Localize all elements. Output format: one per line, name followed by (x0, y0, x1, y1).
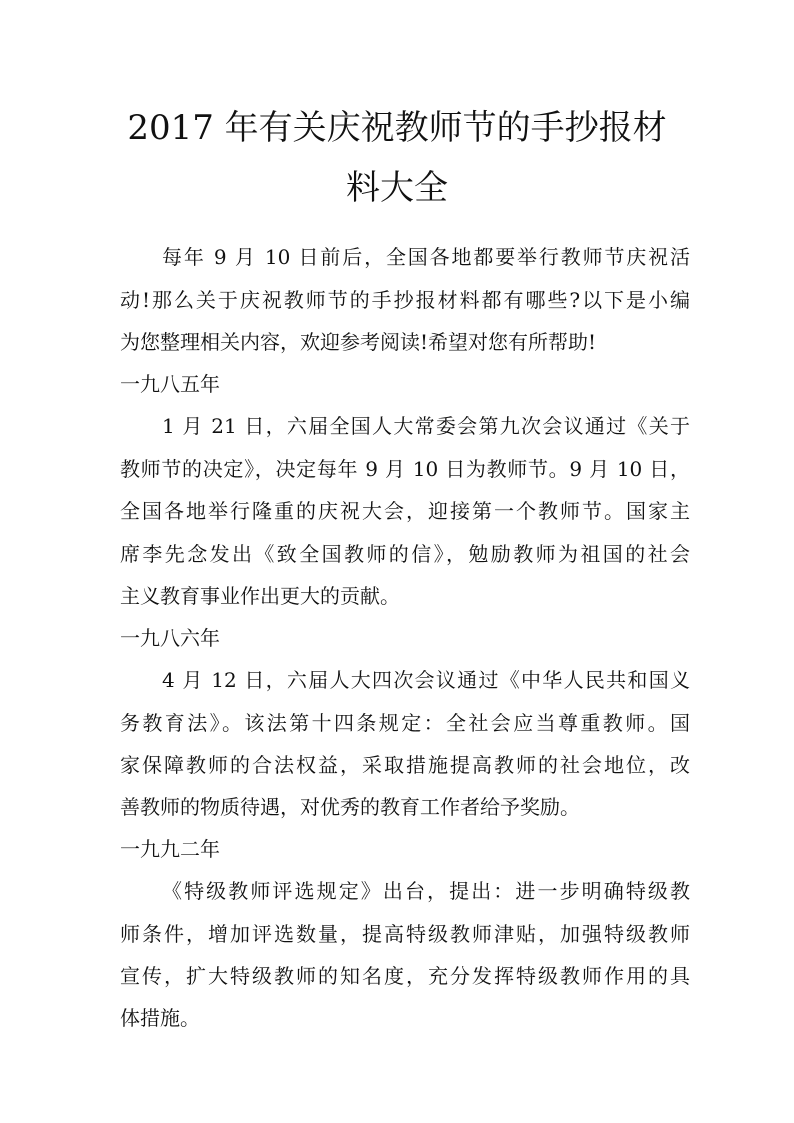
section-year-heading: 一九八六年 (120, 626, 220, 650)
section-line: 主义教育事业作出更大的贡献。 (120, 584, 400, 608)
section-line: 教师节的决定》，决定每年 9 月 10 日为教师节。9 月 10 日， (120, 457, 690, 481)
section-line: 师条件，增加评选数量，提高特级教师津贴，加强特级教师 (120, 922, 690, 946)
section-line: 《特级教师评选规定》出台，提出：进一步明确特级教 (162, 879, 690, 903)
section-line: 全国各地举行隆重的庆祝大会，迎接第一个教师节。国家主 (120, 499, 690, 523)
section-line: 宣传，扩大特级教师的知名度，充分发挥特级教师作用的具 (120, 964, 690, 988)
intro-line: 每年 9 月 10 日前后，全国各地都要举行教师节庆祝活 (162, 245, 690, 269)
section-line: 家保障教师的合法权益，采取措施提高教师的社会地位，改 (120, 753, 690, 777)
section-line: 体措施。 (120, 1006, 200, 1030)
intro-line: 为您整理相关内容，欢迎参考阅读!希望对您有所帮助! (120, 330, 597, 354)
section-line: 务教育法》。该法第十四条规定：全社会应当尊重教师。国 (120, 711, 690, 735)
section-line: 4 月 12 日，六届人大四次会议通过《中华人民共和国义 (162, 668, 690, 692)
document-title-line-1: 2017 年有关庆祝教师节的手抄报材 (127, 108, 667, 148)
section-year-heading: 一九九二年 (120, 837, 220, 861)
document-title-line-2: 料大全 (346, 168, 448, 208)
section-line: 1 月 21 日，六届全国人大常委会第九次会议通过《关于 (162, 414, 690, 438)
section-line: 善教师的物质待遇，对优秀的教育工作者给予奖励。 (120, 795, 580, 819)
section-year-heading: 一九八五年 (120, 372, 220, 396)
intro-line: 动!那么关于庆祝教师节的手抄报材料都有哪些?以下是小编 (120, 288, 690, 312)
section-line: 席李先念发出《致全国教师的信》，勉励教师为祖国的社会 (120, 542, 690, 566)
